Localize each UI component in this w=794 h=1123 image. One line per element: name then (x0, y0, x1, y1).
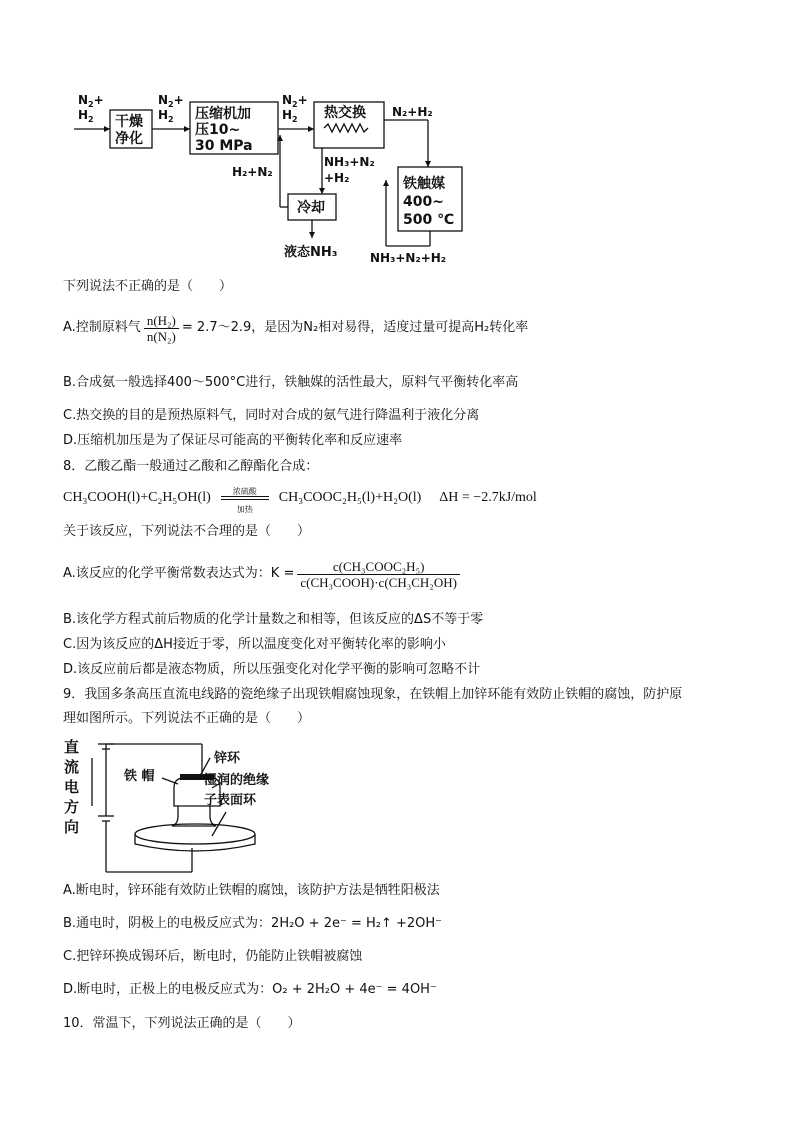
out-top-label: N₂+H₂ (392, 105, 433, 119)
q8-cond-top: 浓硫酸 (232, 487, 257, 496)
q8-a-pre: A.该反应的化学平衡常数表达式为：K = (63, 566, 295, 581)
recycle-label: H₂+N₂ (232, 165, 273, 179)
catalyst-label-3: 500 ℃ (403, 212, 455, 228)
mid1-n2: $N_2+$ (158, 93, 184, 109)
q8-a-den: c(CH₃COOH)·c(CH₃CH₂OH) (300, 574, 457, 590)
q8-arrow-line-2 (221, 499, 269, 500)
q8-eq-left: CH₃COOH(l)+C₂H₅OH(l) (63, 490, 211, 505)
heat-label: 热交换 (324, 105, 366, 121)
q7-a-fraction (144, 313, 179, 344)
compress-label-2: 压10~ (195, 122, 241, 138)
q9-option-a: A.断电时，锌环能有效防止铁帽的腐蚀，该防护方法是牺牲阳极法 (63, 883, 440, 898)
dir-char-2: 流 (64, 758, 80, 776)
insulator-protection-figure (62, 736, 322, 876)
q8-eq-right: CH₃COOC₂H₅(l)+H₂O(l) (278, 490, 422, 505)
q8-cond-bottom: 加热 (236, 505, 253, 514)
q9-option-b: B.通电时，阴极上的电极反应式为：2H₂O + 2e⁻ = H₂↑ +2OH⁻ (63, 916, 443, 931)
q9-stem-2: 理如图所示。下列说法不正确的是（ ） (63, 711, 311, 726)
inlet-h2: $H_2$ (78, 108, 94, 124)
q9-option-c: C.把锌环换成锡环后，断电时，仍能防止铁帽被腐蚀 (63, 949, 363, 964)
q7-option-c: C.热交换的目的是预热原料气，同时对合成的氨气进行降温利于液化分离 (63, 408, 480, 423)
q10-stem: 10．常温下，下列说法正确的是（ ） (63, 1016, 301, 1031)
q8-option-b: B.该化学方程式前后物质的化学计量数之和相等，但该反应的ΔS不等于零 (63, 612, 484, 627)
mid1-h2: $H_2$ (158, 108, 174, 124)
dir-char-1: 直 (64, 738, 80, 756)
q9-option-d: D.断电时，正极上的电极反应式为：O₂ + 2H₂O + 4e⁻ = 4OH⁻ (63, 982, 437, 997)
q9-stem-1: 9．我国多条高压直流电线路的瓷绝缘子出现铁帽腐蚀现象，在铁帽上加锌环能有效防止铁帽的腐蚀，防护原 (63, 687, 683, 702)
q8-equation (63, 486, 537, 514)
bottom-mix-label: NH₃+N₂+H₂ (370, 251, 447, 265)
q7-a-pre: A.控制原料气 (63, 320, 141, 335)
nh3-mix-label-2: +H₂ (324, 171, 350, 185)
catalyst-label-2: 400~ (403, 194, 444, 210)
q8-stem: 8．乙酸乙酯一般通过乙酸和乙醇酯化合成： (63, 459, 319, 474)
dir-char-3: 电 (64, 778, 80, 796)
q7-a-den: n(N₂) (146, 328, 176, 344)
catalyst-label-1: 铁触媒 (403, 176, 445, 192)
q8-eq-dh: ΔH = −2.7kJ/mol (439, 490, 537, 505)
mid2-n2: $N_2+$ (282, 93, 308, 109)
q8-option-a (63, 552, 463, 596)
q8-option-c: C.因为该反应的ΔH接近于零，所以温度变化对平衡转化率的影响小 (63, 637, 446, 652)
ring-label-2: 子表面环 (204, 793, 257, 808)
dry-label-2: 净化 (115, 131, 143, 147)
q8-arrow-line-1 (221, 496, 269, 497)
cap-label: 铁 帽 (124, 769, 155, 784)
mid2-h2: $H_2$ (282, 108, 298, 124)
inlet-n2: $N_2+$ (78, 93, 104, 109)
compress-label-1: 压缩机加 (195, 106, 251, 122)
q7-option-d: D.压缩机加压是为了保证尽可能高的平衡转化率和反应速率 (63, 433, 403, 448)
zinc-label: 锌环 (214, 751, 241, 766)
compress-label-3: 30 MPa (195, 138, 253, 154)
ring-label-1: 湿润的绝缘 (204, 773, 270, 788)
q7-a-post: = 2.7～2.9，是因为N₂相对易得，适度过量可提高H₂转化率 (181, 320, 529, 335)
dir-char-4: 方 (64, 798, 80, 816)
dir-char-5: 向 (64, 818, 80, 836)
q8-a-fraction (297, 559, 460, 590)
q8-a-num: c(CH₃COOC₂H₅) (297, 559, 460, 575)
q8-option-d: D.该反应前后都是液态物质，所以压强变化对化学平衡的影响可忽略不计 (63, 662, 481, 677)
q7-prompt: 下列说法不正确的是（ ） (63, 279, 233, 294)
cool-label: 冷却 (297, 200, 325, 216)
q7-a-num: n(H₂) (144, 313, 179, 329)
q8-eq-arrow (215, 486, 275, 514)
liquid-nh3-label: 液态NH₃ (284, 245, 338, 260)
nh3-mix-label-1: NH₃+N₂ (324, 155, 375, 169)
ammonia-flow-diagram (60, 90, 480, 270)
q7-option-b: B.合成氨一般选择400～500°C进行，铁触媒的活性最大，原料气平衡转化率高 (63, 375, 519, 390)
q8-prompt: 关于该反应，下列说法不合理的是（ ） (63, 524, 311, 539)
dry-label-1: 干燥 (115, 114, 143, 130)
q7-option-a (63, 306, 528, 350)
